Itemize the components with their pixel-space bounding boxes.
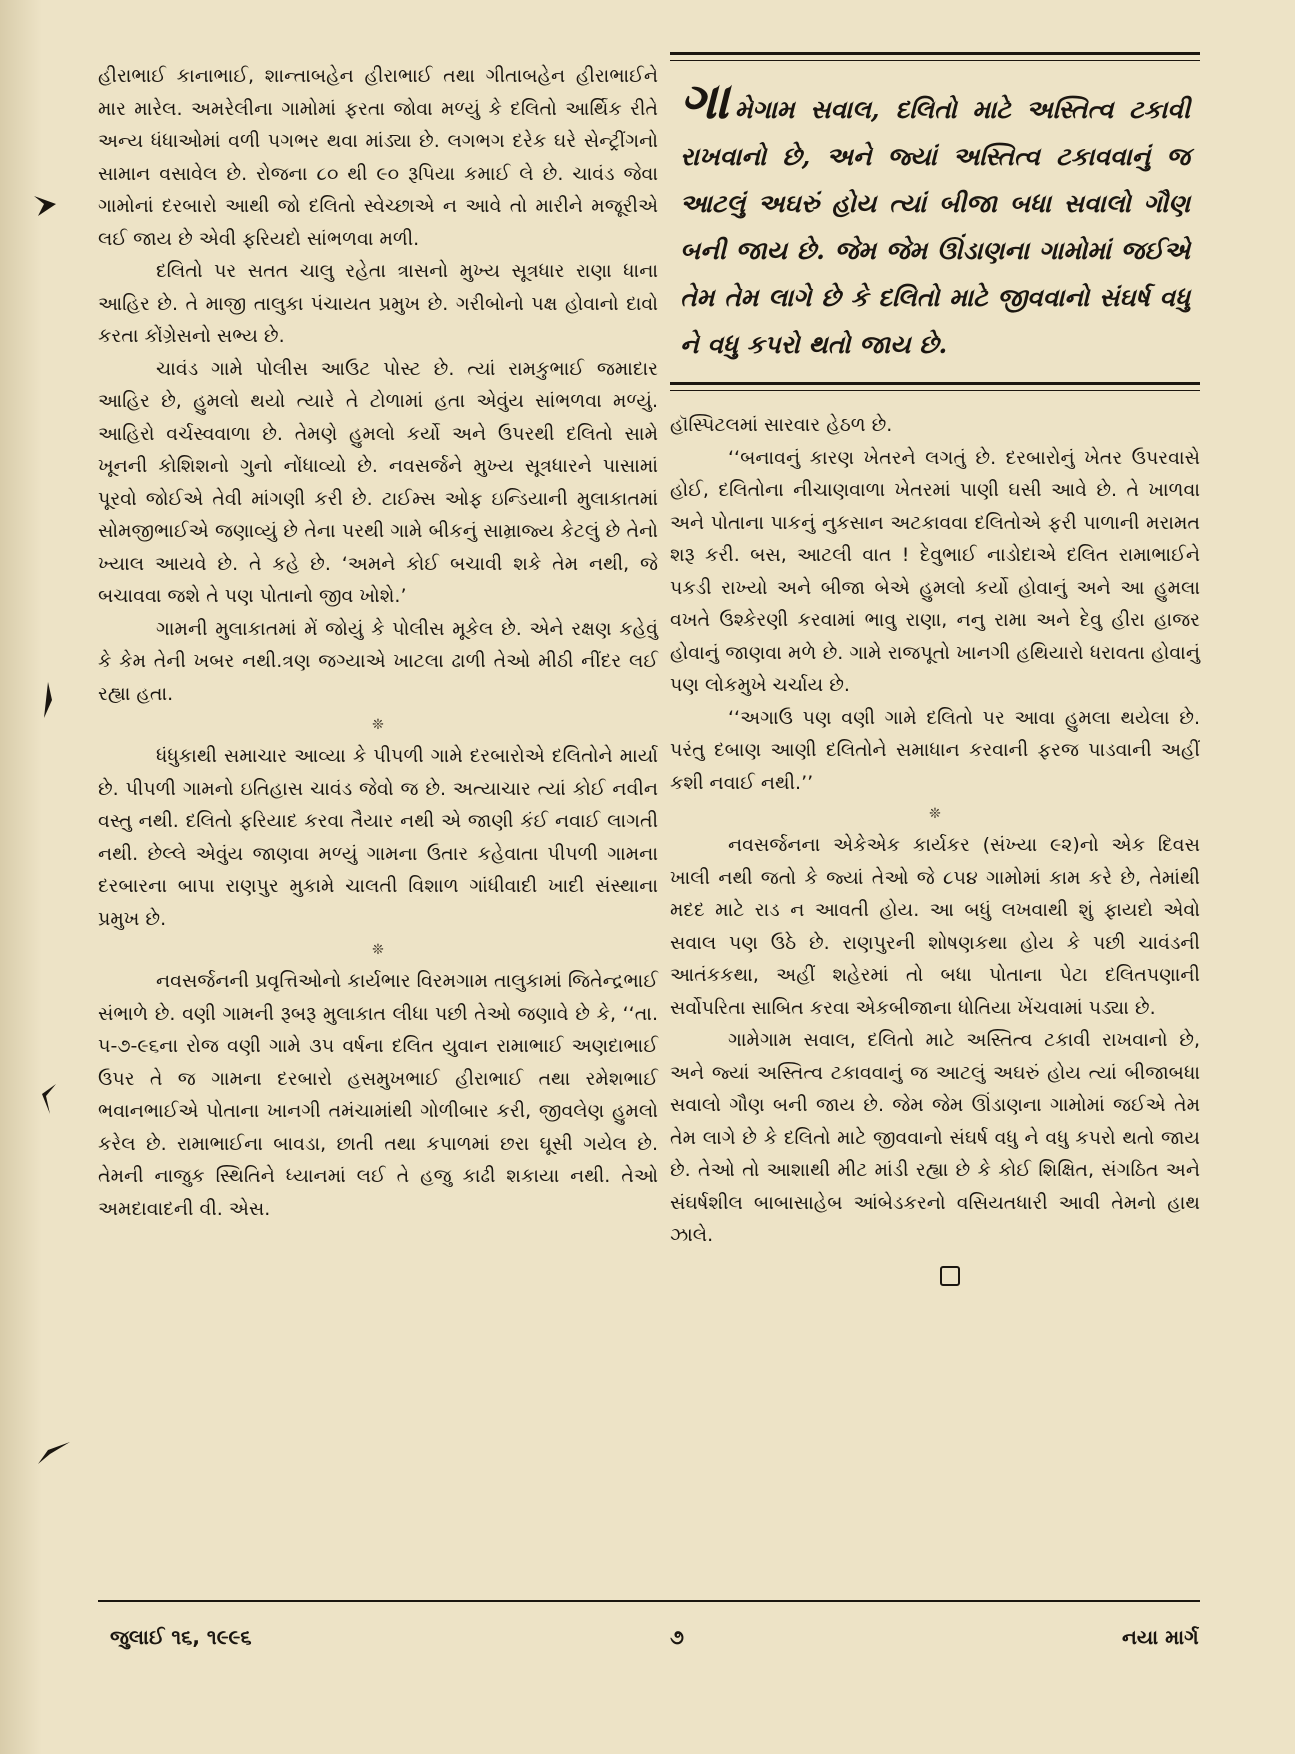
paragraph: ગામેગામ સવાલ, દલિતો માટે અસ્તિત્વ ટકાવી રાખવાનો છે, અને જ્યાં અસ્તિત્વ ટકાવવાનું જ આટલું અઘરું હોય ત્યાં બીજાબધા સવાલો ગૌણ બની જાય છે. જેમ જેમ ઊંડાણના ગામોમાં જઈએ તેમ તેમ લાગે છે કે દલિતો માટે જીવવાનો સંઘર્ષ વધુ ને વધુ કપરો થતો જાય છે. તેઓ તો આશાથી મીટ માંડી રહ્યા છે કે કોઈ શિક્ષિત, સંગઠિત અને સંઘર્ષશીલ બાબાસાહેબ આંબેડકરનો વસિયતધારી આવી તેમનો હાથ ઝાલે. — [670, 1029, 1200, 1246]
margin-mark-3 — [36, 1080, 62, 1116]
paragraph: ચાવંડ ગામે પોલીસ આઉટ પોસ્ટ છે. ત્યાં રામકુભાઈ જમાદાર આહિર છે, હુમલો થયો ત્યારે તે ટોળામાં હતા એવુંય સાંભળવા મળ્યું. આહિરો વર્ચસ્વવાળા છે. તેમણે હુમલો કર્યો અને ઉપરથી દલિતો સામે ખૂનની કોશિશનો ગુનો નોંધાવ્યો છે. નવસર્જને મુખ્ય સૂત્રધારને પાસામાં પૂરવો જોઈએ તેવી માંગણી કરી છે. ટાઈમ્સ ઓફ ઇન્ડિયાની મુલાકાતમાં સોમજીભાઈએ જણાવ્યું છે તેના પરથી ગામે બીકનું સામ્રાજ્ય કેટલું છે તેનો ખ્યાલ આયવે છે. તે કહે છે. ‘અમને કોઈ બચાવી શકે તેમ નથી, જે બચાવવા જશે તે પણ પોતાનો જીવ ખોશે.’ — [98, 357, 658, 607]
paragraph: નવસર્જનના એકેએક કાર્યકર (સંખ્યા ૯૨)નો એક દિવસ ખાલી નથી જતો કે જ્યાં તેઓ જે ૮૫૪ ગામોમાં કામ કરે છે, તેમાંથી મદદ માટે રાડ ન આવતી હોય. આ બધું લખવાથી શું ફાયદો એવો સવાલ પણ ઉઠે છે. રાણપુરની શોષણકથા હોય કે પછી ચાવંડની આતંકકથા, અહીં શહેરમાં તો બધા પોતાના પેટા દલિતપણાની સર્વોપરિતા સાબિત કરવા એકબીજાના ધોતિયા ખેંચવામાં પડ્યા છે. — [670, 834, 1200, 1019]
end-mark — [940, 1266, 960, 1286]
footer-rule — [98, 1600, 1200, 1602]
pull-quote-top-rule — [670, 52, 1200, 61]
paragraph: નવસર્જનની પ્રવૃત્તિઓનો કાર્યભાર વિરમગામ તાલુકામાં જિતેન્દ્રભાઈ સંભાળે છે. વણી ગામની રૂબરૂ મુલાકાત લીધા પછી તેઓ જણાવે છે કે, ‘‘તા. ૫-૭-૯૬ના રોજ વણી ગામે ૩૫ વર્ષના દલિત યુવાન રામાભાઈ અણદાભાઈ ઉપર તે જ ગામના દરબારો હસમુખભાઈ હીરાભાઈ તથા રમેશભાઈ ભવાનભાઈએ પોતાના ખાનગી તમંચામાંથી ગોળીબાર કરી, જીવલેણ હુમલો કરેલ છે. રામાભાઈના બાવડા, છાતી તથા કપાળમાં છરા ઘૂસી ગયેલ છે. તેમની નાજુક સ્થિતિને ધ્યાનમાં લઈ તે હજુ કાઢી શકાયા નથી. તેઓ અમદાવાદની વી. એસ. — [98, 970, 658, 1220]
footer-date: જુલાઈ ૧૬, ૧૯૯૬ — [110, 1625, 252, 1649]
right-column — [670, 52, 1200, 1286]
margin-mark-2 — [36, 680, 58, 720]
margin-mark-4 — [34, 1438, 74, 1468]
paragraph: ‘‘અગાઉ પણ વણી ગામે દલિતો પર આવા હુમલા થયેલા છે. પરંતુ દબાણ આણી દલિતોને સમાધાન કરવાની ફરજ પાડવાની અહીં કશી નવાઈ નથી.’’ — [670, 706, 1200, 794]
paragraph: ‘‘બનાવનું કારણ ખેતરને લગતું છે. દરબારોનું ખેતર ઉપરવાસે હોઈ, દલિતોના નીચાણવાળા ખેતરમાં પાણી ઘસી આવે છે. તે ખાળવા અને પોતાના પાકનું નુકસાન અટકાવવા દલિતોએ ફરી પાળાની મરામત શરૂ કરી. બસ, આટલી વાત ! દેવુભાઈ નાડોદાએ દલિત રામાભાઈને પકડી રાખ્યો અને બીજા બેએ હુમલો કર્યો હોવાનું અને આ હુમલા વખતે ઉશ્કેરણી કરવામાં ભાવુ રાણા, નનુ રામા અને દેવુ હીરા હાજર હોવાનું જાણવા મળે છે. ગામે રાજપૂતો ખાનગી હથિયારો ધરાવતા હોવાનું પણ લોકમુખે ચર્ચાય છે. — [670, 446, 1200, 696]
paragraph: હીરાભાઈ કાનાભાઈ, શાન્તાબહેન હીરાભાઈ તથા ગીતાબહેન હીરાભાઈને માર મારેલ. અમરેલીના ગામોમાં ફરતા જોવા મળ્યું કે દલિતો આર્થિક રીતે અન્ય ધંધાઓમાં વળી પગભર થવા માંડ્યા છે. લગભગ દરેક ઘરે સેન્ટ્રીંગનો સામાન વસાવેલ છે. રોજના ૮૦ થી ૯૦ રૂપિયા કમાઈ લે છે. ચાવંડ જેવા ગામોનાં દરબારો આથી જો દલિતો સ્વેચ્છાએ ન આવે તો મારીને મજૂરીએ લઈ જાય છે એવી ફરિયદો સાંભળવા મળી. — [98, 65, 658, 250]
section-separator: ❊ — [372, 717, 384, 733]
paragraph: ગામની મુલાકાતમાં મેં જોયું કે પોલીસ મૂકેલ છે. એને રક્ષણ કહેવું કે કેમ તેની ખબર નથી.ત્રણ જગ્યાએ ખાટલા ઢાળી તેઓ મીઠી નીંદર લઈ રહ્યા હતા. — [98, 617, 658, 705]
paragraph: હૉસ્પિટલમાં સારવાર હેઠળ છે. — [670, 414, 893, 436]
page-edge — [0, 0, 42, 1754]
pull-quote — [680, 71, 1190, 368]
paragraph: ધંધુકાથી સમાચાર આવ્યા કે પીપળી ગામે દરબારોએ દલિતોને માર્યા છે. પીપળી ગામનો ઇતિહાસ ચાવંડ જેવો જ છે. અત્યાચાર ત્યાં કોઈ નવીન વસ્તુ નથી. દલિતો ફરિયાદ કરવા તૈયાર નથી એ જાણી કંઈ નવાઈ લાગતી નથી. છેલ્લે એવુંય જાણવા મળ્યું ગામના ઉતાર કહેવાતા પીપળી ગામના દરબારના બાપા રાણપુર મુકામે ચાલતી વિશાળ ગાંધીવાદી ખાદી સંસ્થાના પ્રમુખ છે. — [98, 745, 658, 930]
paragraph: દલિતો પર સતત ચાલુ રહેતા ત્રાસનો મુખ્ય સૂત્રધાર રાણા ધાના આહિર છે. તે માજી તાલુકા પંચાયત પ્રમુખ છે. ગરીબોનો પક્ષ હોવાનો દાવો કરતા કોંગ્રેસનો સભ્ય છે. — [98, 260, 658, 347]
margin-mark-1 — [30, 190, 60, 220]
pull-quote-bottom-rule — [670, 382, 1200, 391]
section-separator: ❊ — [929, 806, 941, 822]
pull-quote-dropcap: ગા — [680, 71, 729, 130]
footer-page-number: ૭ — [670, 1625, 684, 1649]
section-separator: ❊ — [372, 942, 384, 958]
footer-publication: નયા માર્ગ — [1122, 1625, 1199, 1649]
left-column — [98, 60, 658, 1225]
pull-quote-text: મેગામ સવાલ, દલિતો માટે અસ્તિત્વ ટકાવી રાખવાનો છે, અને જ્યાં અસ્તિત્વ ટકાવવાનું જ આટલું અઘરું હોય ત્યાં બીજા બધા સવાલો ગૌણ બની જાય છે. જેમ જેમ ઊંડાણના ગામોમાં જઈએ તેમ તેમ લાગે છે કે દલિતો માટે જીવવાનો સંઘર્ષ વધુ ને વધુ કપરો થતો જાય છે. — [680, 95, 1190, 359]
right-column-body — [670, 409, 1200, 1252]
